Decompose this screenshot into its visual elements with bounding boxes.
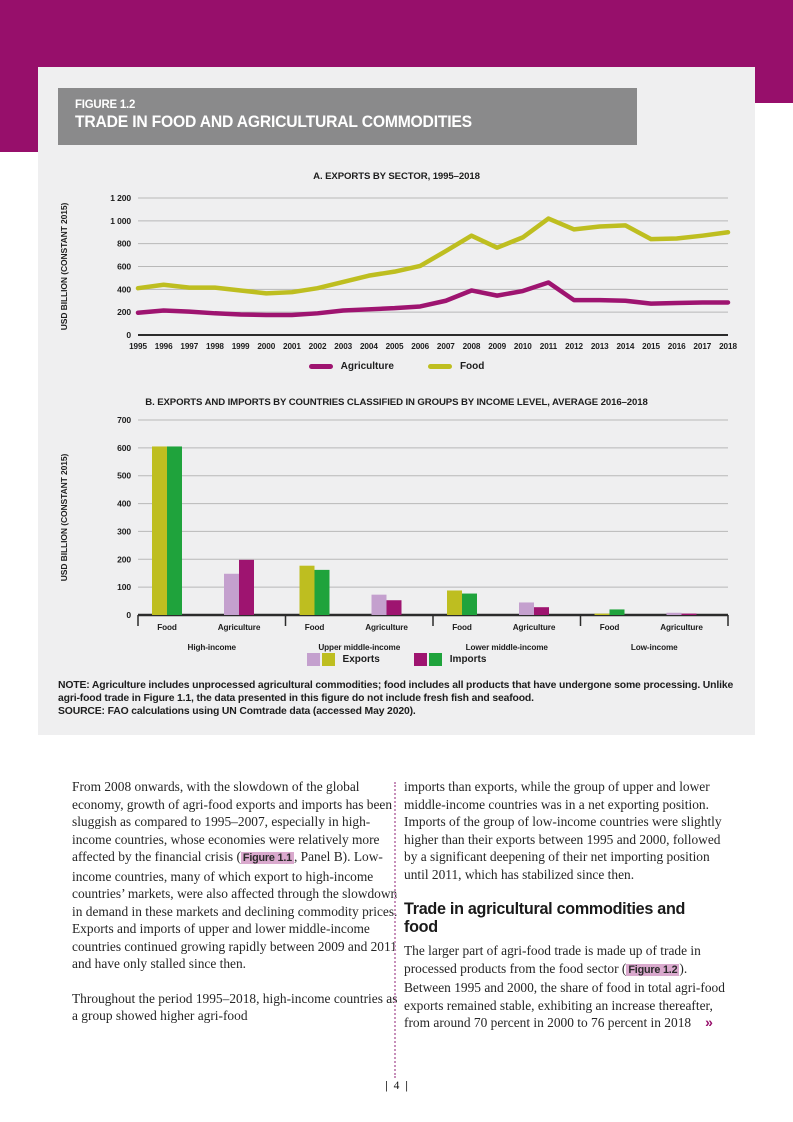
panel-b-title: B. EXPORTS AND IMPORTS BY COUNTRIES CLASSIFIED IN GROUPS BY INCOME LEVEL, AVERAGE 2016–2018 <box>145 397 648 408</box>
svg-text:High-income: High-income <box>187 643 236 652</box>
svg-text:2013: 2013 <box>590 342 609 351</box>
svg-text:1997: 1997 <box>180 342 199 351</box>
svg-text:1 000: 1 000 <box>110 215 131 226</box>
page-footer <box>0 1080 793 1092</box>
svg-text:Upper middle-income: Upper middle-income <box>318 643 401 652</box>
paragraph <box>72 778 402 973</box>
svg-text:2005: 2005 <box>385 342 404 351</box>
panel-a-line-chart <box>53 179 743 361</box>
legend-line-swatch <box>309 364 333 369</box>
legend-label: Exports <box>342 654 380 665</box>
legend-item-food <box>428 361 484 372</box>
figure-panel <box>38 67 755 735</box>
svg-text:800: 800 <box>117 238 131 249</box>
svg-text:1999: 1999 <box>231 342 250 351</box>
svg-text:2010: 2010 <box>513 342 532 351</box>
text-run: From 2008 onwards, with the slowdown of the global economy, growth of agri-food exports and imports has been sluggish as compared to 1995–2007, especially in high-income countries, whose economies were relatively more affected by the financial crisis ( <box>72 779 393 864</box>
legend-label: Food <box>459 361 485 372</box>
svg-text:Agriculture: Agriculture <box>365 623 408 632</box>
legend-square-swatch <box>307 653 320 666</box>
svg-text:2017: 2017 <box>693 342 712 351</box>
svg-text:500: 500 <box>117 470 131 481</box>
svg-text:2006: 2006 <box>411 342 430 351</box>
continuation-marker: » <box>705 1014 713 1030</box>
figure-title: TRADE IN FOOD AND AGRICULTURAL COMMODITIES <box>75 113 472 131</box>
legend-square-swatch <box>429 653 442 666</box>
svg-text:2002: 2002 <box>308 342 327 351</box>
svg-text:2014: 2014 <box>616 342 635 351</box>
text-run: ). Between 1995 and 2000, the share of food in total agri-food exports remained stable, exhibiting an increase thereafter, from around 70 percent in 2000 to 76 percent in 2018 <box>404 960 725 1030</box>
svg-text:1995: 1995 <box>129 342 147 351</box>
text-run: , Panel B). Low-income countries, many of which export to high-income countries’ markets, were also affected through the slowdown in demand in these markets and declining commodity prices. Exports and imports of upper and lower middle-income countries continued growing rapidly between 2009 and 2011 and have only stalled since then. <box>72 849 398 971</box>
legend-item-exports <box>307 653 380 666</box>
svg-text:Agriculture: Agriculture <box>512 623 556 632</box>
svg-text:2012: 2012 <box>565 342 584 351</box>
figure-ref-highlight[interactable]: Figure 1.2 <box>628 963 678 976</box>
legend-item-imports <box>414 653 487 666</box>
svg-text:USD BILLION (CONSTANT 2015): USD BILLION (CONSTANT 2015) <box>59 453 69 582</box>
svg-text:Low-income: Low-income <box>630 643 678 652</box>
svg-text:2015: 2015 <box>642 342 660 351</box>
body-column-left <box>72 778 402 1042</box>
svg-text:2018: 2018 <box>719 342 737 351</box>
svg-text:300: 300 <box>117 526 131 537</box>
svg-text:0: 0 <box>126 330 131 340</box>
svg-text:Food: Food <box>599 623 620 632</box>
panel-b-legend <box>38 653 755 666</box>
text-run: Throughout the period 1995–2018, high-income countries as a group showed higher agri-food <box>72 990 398 1023</box>
legend-square-swatch <box>322 653 335 666</box>
svg-text:1996: 1996 <box>154 342 173 351</box>
paragraph <box>72 990 402 1025</box>
svg-text:600: 600 <box>117 442 131 453</box>
svg-text:2009: 2009 <box>488 342 507 351</box>
svg-text:2001: 2001 <box>282 342 301 351</box>
svg-text:USD BILLION (CONSTANT 2015): USD BILLION (CONSTANT 2015) <box>59 202 69 331</box>
svg-text:Food: Food <box>304 623 325 632</box>
figure-ref-highlight[interactable]: Figure 1.1 <box>242 852 292 864</box>
note-text: NOTE: Agriculture includes unprocessed agricultural commodities; food includes all products that have undergone some processing. Unlike agri-food trade in Figure 1.1, the data presented in this figure do not include fresh fish and seafood. <box>58 680 734 704</box>
svg-text:200: 200 <box>117 307 131 318</box>
legend-item-agriculture <box>309 361 394 372</box>
legend-square-pair <box>414 653 442 666</box>
section-heading: Trade in agricultural commodities and food <box>404 899 686 936</box>
svg-text:1998: 1998 <box>206 342 224 351</box>
svg-text:Food: Food <box>452 623 472 632</box>
panel-a-title: A. EXPORTS BY SECTOR, 1995–2018 <box>313 171 480 182</box>
svg-text:100: 100 <box>117 582 131 593</box>
panel-a-legend <box>38 361 755 372</box>
svg-text:2000: 2000 <box>257 342 276 351</box>
svg-text:Agriculture: Agriculture <box>660 623 703 632</box>
page-number: 4 <box>393 1080 400 1092</box>
paragraph <box>404 942 726 1032</box>
svg-text:2008: 2008 <box>462 342 481 351</box>
svg-text:2011: 2011 <box>539 342 558 351</box>
svg-text:400: 400 <box>117 284 131 295</box>
body-column-right <box>404 778 726 1049</box>
svg-text:Lower middle-income: Lower middle-income <box>465 643 548 652</box>
svg-text:600: 600 <box>117 261 131 272</box>
source-text: SOURCE: FAO calculations using UN Comtrade data (accessed May 2020). <box>58 706 416 717</box>
svg-text:400: 400 <box>117 498 131 509</box>
legend-line-swatch <box>428 364 452 369</box>
note-source-block <box>58 679 742 718</box>
legend-label: Agriculture <box>340 361 394 372</box>
svg-text:Food: Food <box>157 623 177 632</box>
legend-label: Imports <box>449 654 487 665</box>
text-run: The larger part of agri-food trade is made up of trade in processed products from the food sector ( <box>404 943 701 976</box>
svg-text:2007: 2007 <box>436 342 455 351</box>
svg-text:2004: 2004 <box>359 342 378 351</box>
svg-text:Agriculture: Agriculture <box>217 623 261 632</box>
svg-text:2016: 2016 <box>667 342 686 351</box>
svg-text:1 200: 1 200 <box>110 193 131 203</box>
panel-b-bar-chart <box>53 412 743 652</box>
svg-text:700: 700 <box>117 415 131 425</box>
figure-label: FIGURE 1.2 <box>75 97 136 111</box>
footer-bar: | <box>385 1080 388 1092</box>
paragraph <box>404 778 726 883</box>
legend-square-swatch <box>414 653 427 666</box>
footer-bar: | <box>405 1080 408 1092</box>
left-purple-strip <box>0 0 38 152</box>
legend-square-pair <box>307 653 335 666</box>
figure-header <box>58 88 637 145</box>
svg-text:2003: 2003 <box>334 342 353 351</box>
svg-text:200: 200 <box>117 554 131 565</box>
svg-text:0: 0 <box>126 610 131 620</box>
text-run: imports than exports, while the group of upper and lower middle-income countries was in a net exporting position. Imports of the group of low-income countries were slightly higher than their exports between 1995 and 2000, followed by a significant deepening of their net importing position until 2011, which has stabilized since then. <box>404 779 722 882</box>
column-divider <box>394 782 396 1078</box>
